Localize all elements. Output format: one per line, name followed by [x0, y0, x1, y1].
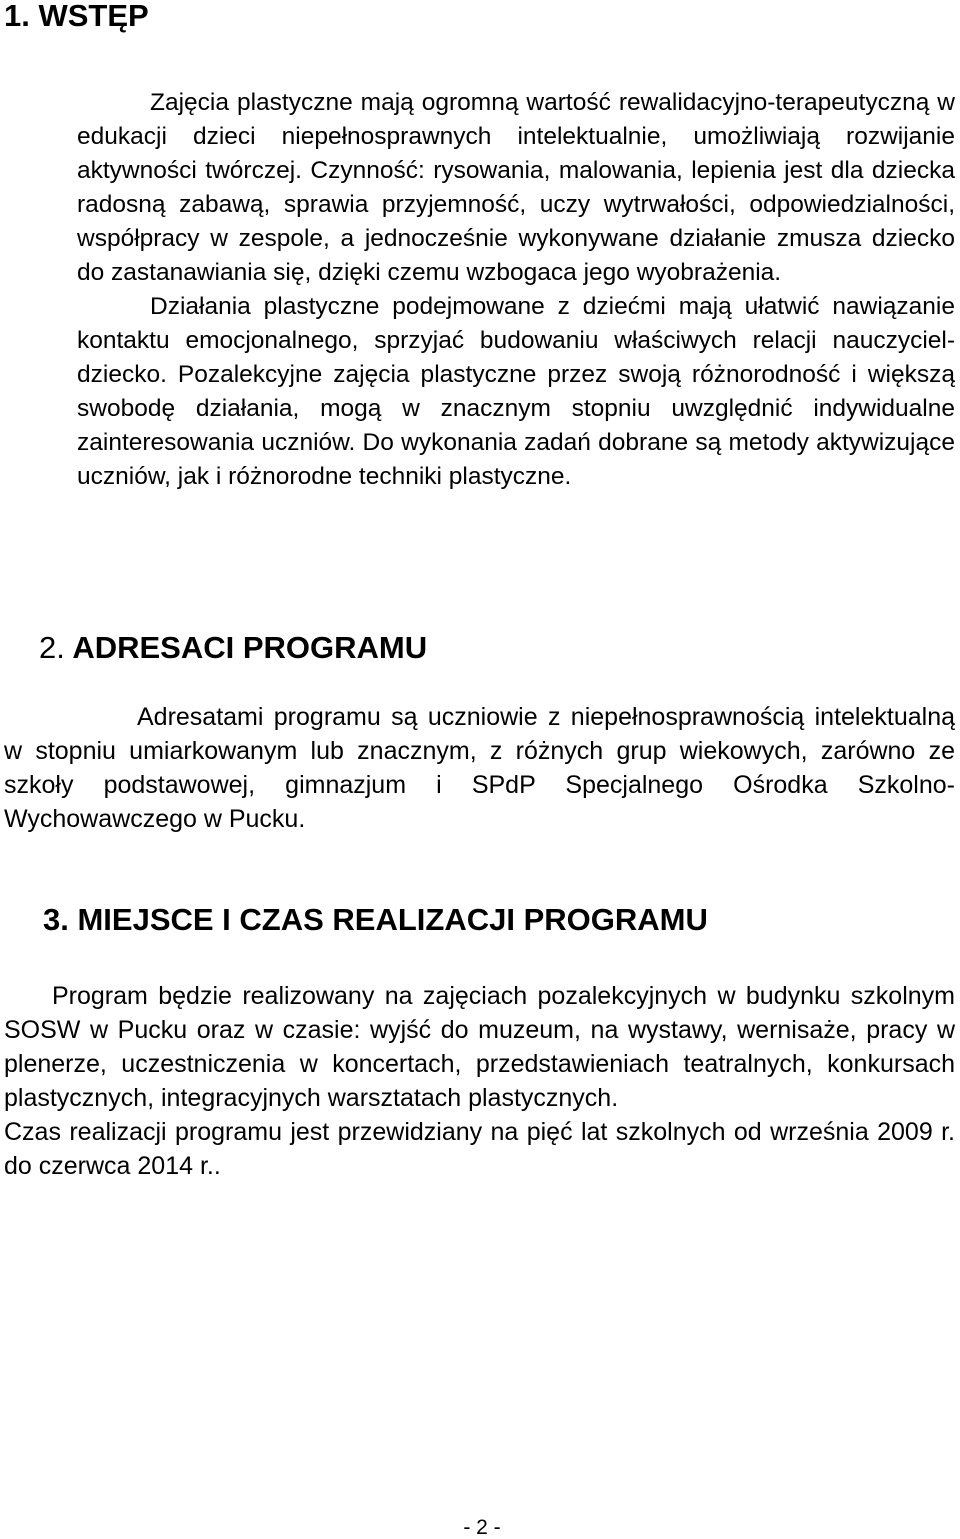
section-3-paragraph-2: Czas realizacji programu jest przewidziany na pięć lat szkolnych od września 2009 r. do czerwca 2014 r.. — [4, 1118, 955, 1180]
section-1-paragraph-2: Działania plastyczne podejmowane z dziećmi mają ułatwić nawiązanie kontaktu emocjonalnego, sprzyjać budowaniu właściwych relacji nauczyciel-dziecko. Pozalekcyjne zajęcia plastyczne przez swoją różnorodność i większą swobodę działania, mogą w znacznym stopniu uwzględnić indywidualne zainteresowania uczniów. Do wykonania zadań dobrane są metody aktywizujące uczniów, jak i różnorodne techniki plastyczne. — [77, 293, 955, 490]
section-2-paragraph: Adresatami programu są uczniowie z niepełnosprawnością intelektualną w stopniu umiarkowanym lub znacznym, z różnych grup wiekowych, zarówno ze szkoły podstawowej, gimnazjum i SPdP Specjalnego Ośrodka Szkolno- Wychowawczego w Pucku. — [4, 703, 955, 833]
section-2-heading-text: ADRESACI PROGRAMU — [72, 630, 428, 665]
page-number — [0, 1517, 960, 1539]
section-1-paragraph-1: Zajęcia plastyczne mają ogromną wartość rewalidacyjno-terapeutyczną w edukacji dzieci niepełnosprawnych intelektualnie, umożliwiają rozwijanie aktywności twórczej. Czynność: rysowania, malowania, lepienia jest dla dziecka radosną zabawą, sprawia przyjemność, uczy wytrwałości, odpowiedzialności, współpracy w zespole, a jednocześnie wykonywane działanie zmusza dziecko do zastanawiania się, dzięki czemu wzbogaca jego wyobrażenia. — [77, 89, 955, 286]
section-3-paragraph-1: Program będzie realizowany na zajęciach pozalekcyjnych w budynku szkolnym SOSW w Pucku oraz w czasie: wyjść do muzeum, na wystawy, wernisaże, pracy w plenerze, uczestniczenia w koncertach, przedstawieniach teatralnych, konkursach plastycznych, integracyjnych warsztatach plastycznych. — [4, 982, 955, 1112]
section-3-heading: 3. MIEJSCE I CZAS REALIZACJI PROGRAMU — [43, 902, 708, 937]
section-2-heading — [39, 629, 427, 667]
section-1-body — [77, 86, 955, 494]
section-3-body — [4, 979, 955, 1183]
section-2-body — [4, 700, 955, 836]
section-1-heading: 1. WSTĘP — [4, 0, 149, 33]
section-2-heading-number: 2. — [39, 630, 65, 665]
page-number-text: - 2 - — [463, 1516, 501, 1539]
